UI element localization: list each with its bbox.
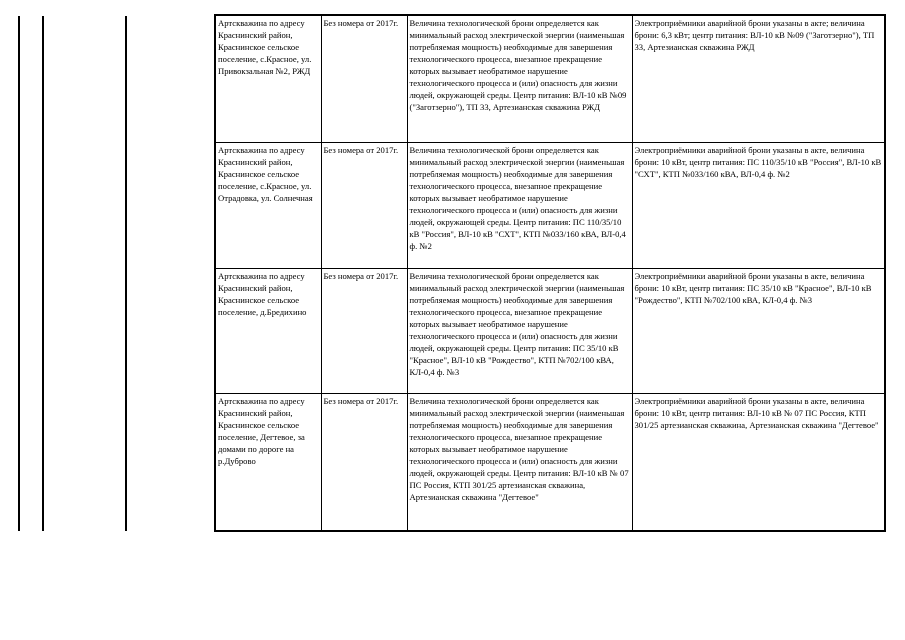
address-cell: Артскважина по адресу Краснинский район, Краснинское сельское поселение, д.Бредихино <box>215 268 321 393</box>
left-column-border-2 <box>42 16 44 531</box>
technological-reserve-cell: Величина технологической брони определяется как минимальный расход электрической энергии (наименьшая потребляемая мощность) необходимые для завершения технологического процесса, внезапное прекращение которых вызывает необратимое нарушение технологического процесса и (или) опасность для жизни людей, окружающей среды. Центр питания: ПС 110/35/10 кВ "Россия", ВЛ-10 кВ "СХТ", КТП №033/160 кВА, ВЛ-0,4 ф. №2 <box>407 142 632 268</box>
table-row <box>215 142 885 268</box>
emergency-reserve-cell: Электроприёмники аварийной брони указаны в акте, величина брони: 10 кВт, центр питания: ВЛ-10 кВ № 07 ПС Россия, КТП 301/25 артезианская скважина, Артезианская скважина "Дегтевое" <box>632 393 885 531</box>
left-column-border-1 <box>18 16 20 531</box>
address-cell: Артскважина по адресу Краснинский район, Краснинское сельское поселение, с.Красное, ул. Привокзальная №2, РЖД <box>215 15 321 142</box>
document-number-cell: Без номера от 2017г. <box>321 142 407 268</box>
document-number-cell: Без номера от 2017г. <box>321 15 407 142</box>
address-cell: Артскважина по адресу Краснинский район, Краснинское сельское поселение, Дегтевое, за домами по дороге на р.Дуброво <box>215 393 321 531</box>
technological-reserve-cell: Величина технологической брони определяется как минимальный расход электрической энергии (наименьшая потребляемая мощность) необходимые для завершения технологического процесса, внезапное прекращение которых вызывает необратимое нарушение технологического процесса и (или) опасность для жизни людей, окружающей среды. Центр питания: ВЛ-10 кВ №09 ("Заготзерно"), ТП 33, Артезианская скважина РЖД <box>407 15 632 142</box>
table-row <box>215 268 885 393</box>
address-cell: Артскважина по адресу Краснинский район, Краснинское сельское поселение, с.Красное, ул. Отрадовка, ул. Солнечная <box>215 142 321 268</box>
emergency-reserve-cell: Электроприёмники аварийной брони указаны в акте; величина брони: 6,3 кВт; центр питания: ВЛ-10 кВ №09 ("Заготзерно"), ТП 33, Артезианская скважина РЖД <box>632 15 885 142</box>
emergency-reserve-cell: Электроприёмники аварийной брони указаны в акте, величина брони: 10 кВт, центр питания: ПС 110/35/10 кВ "Россия", ВЛ-10 кВ "СХТ", КТП №033/160 кВА, ВЛ-0,4 ф. №2 <box>632 142 885 268</box>
document-number-cell: Без номера от 2017г. <box>321 393 407 531</box>
reserve-table <box>214 14 886 532</box>
technological-reserve-cell: Величина технологической брони определяется как минимальный расход электрической энергии (наименьшая потребляемая мощность) необходимые для завершения технологического процесса, внезапное прекращение которых вызывает необратимое нарушение технологического процесса и (или) опасность для жизни людей, окружающей среды. Центр питания: ВЛ-10 кВ № 07 ПС Россия, КТП 301/25 артезианская скважина, Артезианская скважина "Дегтевое" <box>407 393 632 531</box>
technological-reserve-cell: Величина технологической брони определяется как минимальный расход электрической энергии (наименьшая потребляемая мощность) необходимые для завершения технологического процесса, внезапное прекращение которых вызывает необратимое нарушение технологического процесса и (или) опасность для жизни людей, окружающей среды. Центр питания: ПС 35/10 кВ "Красное", ВЛ-10 кВ "Рождество", КТП №702/100 кВА, КЛ-0,4 ф. №3 <box>407 268 632 393</box>
table-row <box>215 15 885 142</box>
left-column-border-3 <box>125 16 127 531</box>
emergency-reserve-cell: Электроприёмники аварийной брони указаны в акте, величина брони: 10 кВт, центр питания: ПС 35/10 кВ "Красное", ВЛ-10 кВ "Рождество", КТП №702/100 кВА, КЛ-0,4 ф. №3 <box>632 268 885 393</box>
document-number-cell: Без номера от 2017г. <box>321 268 407 393</box>
table-row <box>215 393 885 531</box>
